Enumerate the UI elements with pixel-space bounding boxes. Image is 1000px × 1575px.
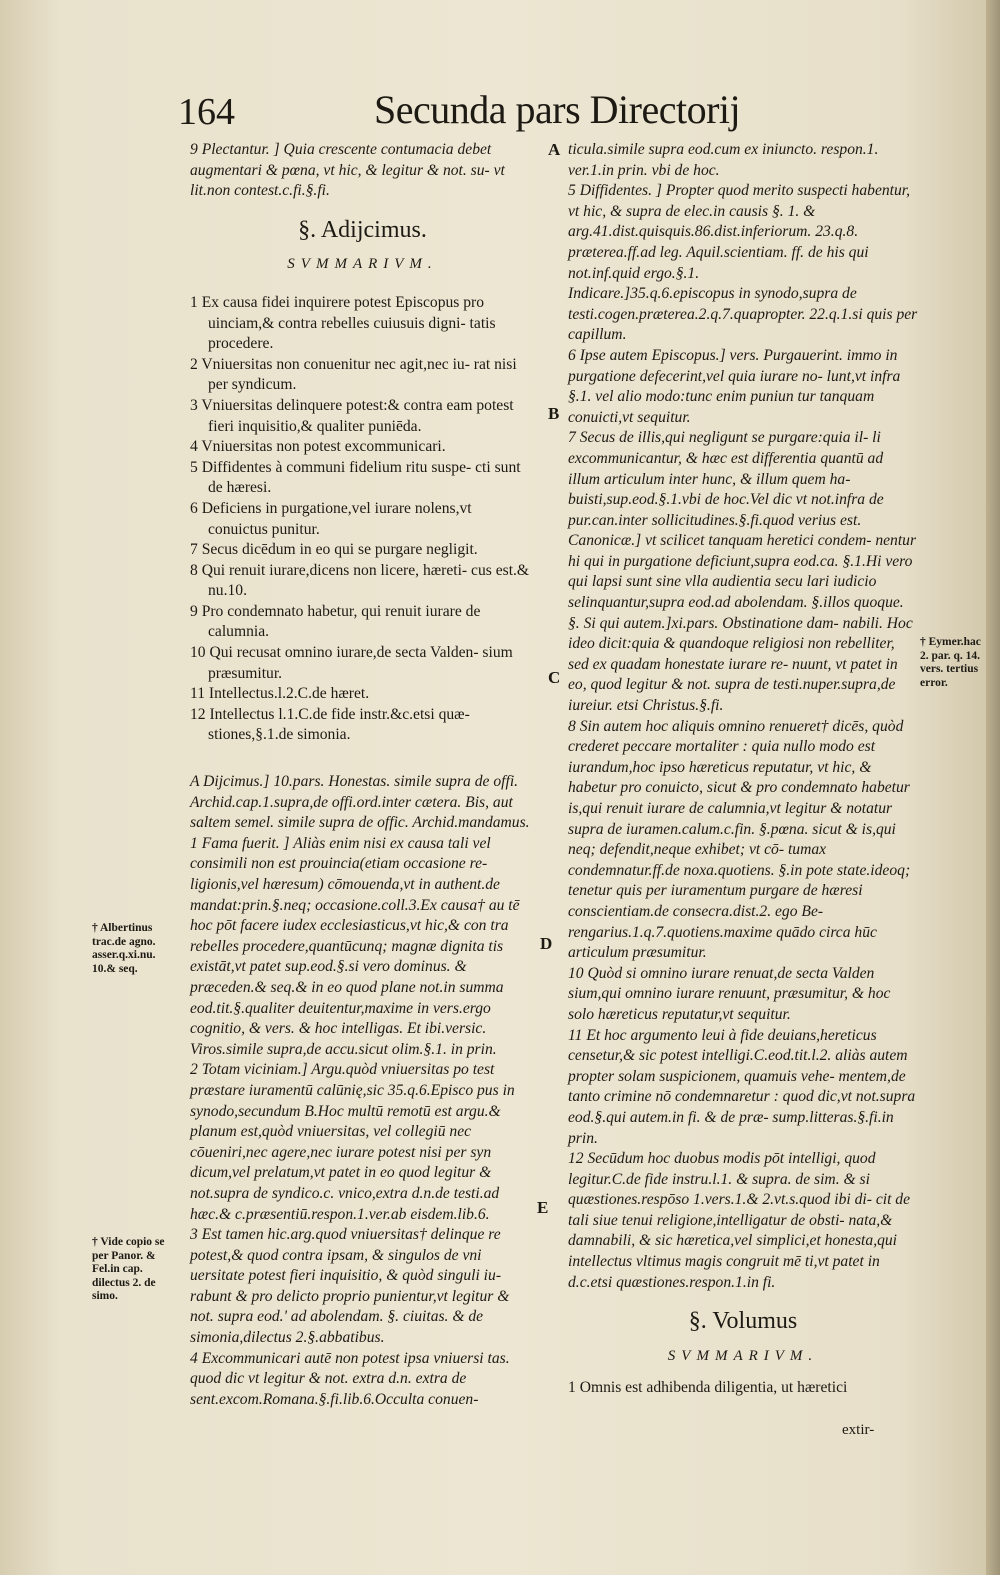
summary-item: 12 Intellectus l.1.C.de fide instr.&c.etsi quæ- stiones,§.1.de simonia. bbox=[190, 705, 470, 744]
right-column bbox=[568, 140, 918, 1399]
summary-item: 5 Diffidentes à communi fidelium ritu suspe- cti sunt de hæresi. bbox=[190, 458, 521, 497]
body-paragraph: 4 Excommunicari autē non potest ipsa vniuersi tas. quod dic vt legitur & not. extra d.n. extra de sent.excom.Romana.§.fi.lib.6.Occulta conuen- bbox=[190, 1349, 510, 1408]
left-column bbox=[190, 140, 535, 1410]
section-letter-a: A bbox=[548, 140, 561, 159]
section-letter-b: B bbox=[548, 404, 560, 423]
body-paragraph: 7 Secus de illis,qui negligunt se purgare:quia il- li excommunicantur, & hæc est differentia quantū ad illum articulum inter hunc, & illum quem ha- buisti,sup.eod.§.1.vbi de hoc.Vel dic vt not.infra de pur.can.inter sollicitudines.§.fi.quod verius est. Canonicæ.] vt scilicet tanquam heretici condem- nentur hi qui in purgatione deficiunt,supra eod.ca. §.1.Hi vero qui lapsi sunt sine vlla audientia secu lari iudicio selinquantur,supra eod.ad abolendam. §.illos quoque. bbox=[568, 429, 917, 612]
margin-note-albertinus: † Albertinus trac.de agno. asser.q.xi.nu. 10.& seq. bbox=[92, 922, 156, 975]
body-paragraph: 1 Fama fuerit. ] Aliàs enim nisi ex causa tali vel consimili non est prouincia(etiam occasione re- ligionis,vel hæresum) cōmouenda,vt in authent.de mandat:prin.§.neq; occasione.coll.3.Ex causa† au tē hoc pōt facere iudex ecclesiasticus,vt hic,& con tra rebelles procedere,quantūcunq; magnæ dignita tis existāt,vt patet sup.eod.§.si vero dominus. & præceden.& seq.& in eo quod plane not.in summa eod.tit.§.qualiter deuitentur,maxime in vers.ergo cognitio, & vers. & hoc intelligas. Et ibi.versic. Viros.simile supra,de accu.sicut olim.§.1. in prin. bbox=[190, 834, 520, 1058]
section-title-adijcimus: §. Adijcimus. bbox=[298, 216, 427, 243]
body-paragraph: 11 Et hoc argumento leui à fide deuians,hereticus censetur,& sic potest intelligi.C.eod.tit.l.2. aliàs autem propter solam suspicionem, quamuis vehe- mentem,de tanto crimine nō condemnaretur : quod dic,vt not.supra eod.§.qui autem.in fi. & de præ- sump.litteras.§.fi.in prin. bbox=[568, 1026, 916, 1147]
body-paragraph: 12 Secūdum hoc duobus modis pōt intelligi, quod legitur.C.de fide instru.l.1. & supra. de sim. & si quæstiones.respōso 1.vers.1.& 2.vt.s.quod ibi di- cit de tali siue tenui religione,intelligatur de obsti- nata,& damnabili, & sic hæretica,vel simplici,et honesta,qui intellectus vltimus magis congruit mē ti,vt patet in d.c.etsi quæstiones.respon.1.in fi. bbox=[568, 1150, 911, 1291]
body-paragraph: 8 Sin autem hoc aliquis omnino renueret† dicēs, quòd crederet peccare mortaliter : quia nullo modo est iurandum,hoc ipso hæreticus reputatur, vt hic, & habetur pro conuicto, sicut & pro condemnato habetur is,qui renuit iurare de calumnia,vt legitur & notatur supra de iuramen.calum.c.fin. §.pœna. sicut & is,qui neq; defendit,neque exhibet; vt cō- tumax condemnatur.ff.de noxa.quotiens. §.in pote state.ideoq; tenetur quis per iuramentum purgare de hæresi conscientiam.de consecra.dist.2. ego Be- rengarius.1.q.7.quotiens.maxime quādo circa hūc articulum præsumitur. bbox=[568, 717, 911, 962]
section-letter-e: E bbox=[537, 1198, 549, 1217]
margin-note-eymericus: † Eymer.hac 2. par. q. 14. vers. tertius error. bbox=[920, 636, 981, 689]
catchword: extir- bbox=[842, 1422, 875, 1438]
page-edge bbox=[986, 0, 1000, 1575]
summary-item: 1 Ex causa fidei inquirere potest Episcopus pro uinciam,& contra rebelles cuiusuis digni- tatis procedere. bbox=[190, 293, 496, 353]
body-paragraph: 10 Quòd si omnino iurare renuat,de secta Valden sium,qui omnino iurare renuunt, præsumitur, & hoc solo hæreticus reputatur,vt sequitur. bbox=[568, 964, 891, 1023]
body-paragraph: Indicare.]35.q.6.episcopus in synodo,supra de testi.cogen.præterea.2.q.7.quapropter. 22.q.1.si quis per capillum. bbox=[568, 285, 918, 344]
body-paragraph: 3 Est tamen hic.arg.quod vniuersitas† delinque re potest,& quod contra ipsam, & singulos de vni uersitate potest fieri inquisitio, & quòd singuli iu- rabunt & pro delicto proprio punientur,vt legitur & not. supra eod.' ad abolendam. §. ciuitas. & de simonia,dilectus 2.§.abbatibus. bbox=[190, 1226, 510, 1347]
body-paragraph: A Dijcimus.] 10.pars. Honestas. simile supra de offi. Archid.cap.1.supra,de offi.ord.inter cætera. Bis, aut saltem semel. simile supra de offic. Archid.mandamus. bbox=[190, 773, 530, 832]
summarium-label: SVMMARIVM. bbox=[287, 256, 438, 273]
body-paragraph: 2 Totam viciniam.] Argu.quòd vniuersitas po test præstare iuramentū calūnię,sic 35.q.6.Episco pus in synodo,secundum B.Hoc multū remotū est argu.& planum est,quòd vniuersitas, vel collegiū nec cōueniri,nec agere,nec iurare potest nisi per syn dicum,vel prelatum,vt patet in eo quod legitur & not.supra de syndico.c. vnico,extra d.n.de testi.ad hæc.& c.præsentiū.respon.1.ver.ab eisdem.lib.6. bbox=[190, 1061, 515, 1223]
summary-item: 10 Qui recusat omnino iurare,de secta Valden- sium præsumitur. bbox=[190, 644, 513, 682]
running-head: Secunda pars Directorij bbox=[374, 87, 741, 132]
body-paragraph: §. Si qui autem.]xi.pars. Obstinatione dam- nabili. Hoc ideo dicit:quia & quandoque religiosi non rebelliter, sed ex quadam honestate iurare re- nuunt, vt patet in eo, quod legitur & not. supra de testi.nuper.supra,de iureiur. etsi Christus.§.fi. bbox=[568, 614, 913, 715]
body-paragraph: 6 Ipse autem Episcopus.] vers. Purgauerint. immo in purgatione defecerint,vel quia iurare no- lunt,vt infra §.1. vel alio modo:tunc enim puniun tur tanquam conuicti,vt sequitur. bbox=[568, 346, 901, 426]
summary-item: 2 Vniuersitas non conuenitur nec agit,nec iu- rat nisi per syndicum. bbox=[190, 355, 517, 394]
summary-item: 6 Deficiens in purgatione,vel iurare nolens,vt conuictus punitur. bbox=[190, 499, 472, 538]
summary-item: 7 Secus dicēdum in eo qui se purgare negligit. bbox=[190, 541, 478, 559]
note-9: 9 Plectantur. ] Quia crescente contumacia debet augmentari & pœna, vt hic, & legitur & not. su- vt lit.non contest.c.fi.§.fi. bbox=[190, 141, 505, 200]
summary-item: 4 Vniuersitas non potest excommunicari. bbox=[190, 438, 446, 456]
summary-item: 8 Qui renuit iurare,dicens non licere, hæreti- cus est.& nu.10. bbox=[190, 561, 530, 600]
summarium-label: SVMMARIVM. bbox=[667, 1347, 819, 1364]
section-title-volumus: §. Volumus bbox=[688, 1308, 798, 1335]
page-number: 164 bbox=[178, 91, 235, 133]
summary-item: 3 Vniuersitas delinquere potest:& contra eam potest fieri inquisitio,& qualiter puniēda. bbox=[190, 396, 514, 435]
body-paragraph: 5 Diffidentes. ] Propter quod merito suspecti habentur, vt hic, & supra de elec.in causis §. 1. & arg.41.dist.quisquis.86.dist.inferiorum. 23.q.8. præterea.ff.ad leg. Aquil.scientiam. ff. de his qui not.inf.quid ergo.§.1. bbox=[568, 182, 911, 282]
page-header bbox=[178, 86, 741, 136]
summary-item: 11 Intellectus.l.2.C.de hæret. bbox=[190, 685, 370, 703]
body-paragraph: ticula.simile supra eod.cum ex iniuncto. respon.1. ver.1.in prin. vbi de hoc. bbox=[568, 141, 879, 179]
summary-item: 9 Pro condemnato habetur, qui renuit iurare de calumnia. bbox=[190, 602, 481, 641]
section-letter-c: C bbox=[548, 668, 561, 687]
summary-item: 1 Omnis est adhibenda diligentia, ut hæretici bbox=[568, 1379, 848, 1397]
margin-note-panormitanus: † Vide copio se per Panor. & Fel.in cap. dilectus 2. de simo. bbox=[92, 1236, 165, 1302]
section-letter-d: D bbox=[540, 934, 553, 953]
